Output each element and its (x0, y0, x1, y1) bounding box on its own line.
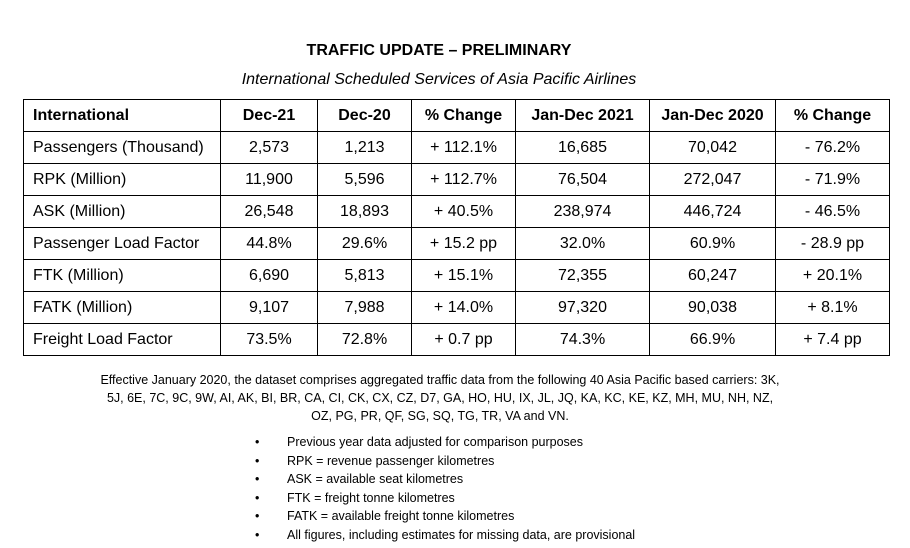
table-row (24, 196, 890, 228)
table-row (24, 228, 890, 260)
table-cell: 70,042 (650, 132, 776, 164)
table-cell: 44.8% (221, 228, 318, 260)
footnotes-list (0, 433, 635, 544)
bullet-icon: • (255, 527, 260, 542)
table-cell: 1,213 (318, 132, 412, 164)
list-item (0, 433, 635, 452)
table-cell: 60.9% (650, 228, 776, 260)
list-item (0, 489, 635, 508)
table-cell: 60,247 (650, 260, 776, 292)
bullet-icon: • (255, 490, 260, 505)
table-cell: - 76.2% (776, 132, 890, 164)
table-cell: 238,974 (516, 196, 650, 228)
column-header: Jan-Dec 2020 (650, 100, 776, 132)
row-label: Freight Load Factor (24, 324, 221, 356)
table-cell: 7,988 (318, 292, 412, 324)
table-cell: + 112.1% (412, 132, 516, 164)
table-cell: 26,548 (221, 196, 318, 228)
row-label: FATK (Million) (24, 292, 221, 324)
page-title: TRAFFIC UPDATE – PRELIMINARY (306, 42, 572, 59)
bullet-icon: • (255, 453, 260, 468)
table-cell: 2,573 (221, 132, 318, 164)
bullet-icon: • (255, 435, 260, 449)
row-label: Passenger Load Factor (24, 228, 221, 260)
table-header-row (24, 100, 890, 132)
table-cell: + 20.1% (776, 260, 890, 292)
table-cell: 74.3% (516, 324, 650, 356)
column-header: Dec-20 (318, 100, 412, 132)
row-label: ASK (Million) (24, 196, 221, 228)
table-cell: 5,813 (318, 260, 412, 292)
list-item-text: FTK = freight tonne kilometres (287, 490, 455, 505)
table-cell: 76,504 (516, 164, 650, 196)
row-label: Passengers (Thousand) (24, 132, 221, 164)
table-cell: 16,685 (516, 132, 650, 164)
list-item-text: Previous year data adjusted for comparison purposes (287, 435, 583, 449)
table-cell: - 71.9% (776, 164, 890, 196)
table-cell: 97,320 (516, 292, 650, 324)
list-item-text: RPK = revenue passenger kilometres (287, 453, 495, 468)
table-cell: + 40.5% (412, 196, 516, 228)
table-cell: 72,355 (516, 260, 650, 292)
table-cell: + 8.1% (776, 292, 890, 324)
table-cell: 11,900 (221, 164, 318, 196)
table-cell: 6,690 (221, 260, 318, 292)
page-subtitle: International Scheduled Services of Asia Pacific Airlines (241, 71, 637, 88)
table-cell: 272,047 (650, 164, 776, 196)
table-cell: 72.8% (318, 324, 412, 356)
list-item (0, 470, 635, 489)
list-item (0, 507, 635, 526)
row-label: RPK (Million) (24, 164, 221, 196)
table-cell: 32.0% (516, 228, 650, 260)
bullet-icon: • (255, 509, 260, 523)
table-cell: + 15.2 pp (412, 228, 516, 260)
list-item (0, 526, 635, 545)
table-row (24, 292, 890, 324)
table-cell: - 28.9 pp (776, 228, 890, 260)
list-item-text: All figures, including estimates for missing data, are provisional (287, 527, 636, 542)
table-cell: + 112.7% (412, 164, 516, 196)
column-header: % Change (412, 100, 516, 132)
column-header: Dec-21 (221, 100, 318, 132)
list-item-text: ASK = available seat kilometres (287, 472, 464, 486)
note-line: Effective January 2020, the dataset comprises aggregated traffic data from the following 40 Asia Pacific based carriers: 3K, (100, 373, 780, 387)
carriers-note (60, 371, 820, 425)
table-cell: 9,107 (221, 292, 318, 324)
bullet-icon: • (255, 472, 260, 486)
list-item-text: FATK = available freight tonne kilometres (287, 509, 515, 523)
table-row (24, 260, 890, 292)
table-cell: 90,038 (650, 292, 776, 324)
column-header: Jan-Dec 2021 (516, 100, 650, 132)
table-cell: - 46.5% (776, 196, 890, 228)
column-header: % Change (776, 100, 890, 132)
table-cell: + 14.0% (412, 292, 516, 324)
table-cell: 66.9% (650, 324, 776, 356)
table-cell: + 7.4 pp (776, 324, 890, 356)
note-line: 5J, 6E, 7C, 9C, 9W, AI, AK, BI, BR, CA, CI, CK, CX, CZ, D7, GA, HO, HU, IX, JL, JQ, KA, KC, KE, KZ, MH, MU, NH, NZ, (106, 391, 774, 405)
list-item (0, 452, 635, 471)
table-cell: 446,724 (650, 196, 776, 228)
table-cell: + 0.7 pp (412, 324, 516, 356)
table-cell: 5,596 (318, 164, 412, 196)
column-header: International (24, 100, 221, 132)
table-cell: 18,893 (318, 196, 412, 228)
table-row (24, 164, 890, 196)
table-row (24, 324, 890, 356)
table-cell: 73.5% (221, 324, 318, 356)
note-line: OZ, PG, PR, QF, SG, SQ, TG, TR, VA and VN. (311, 409, 569, 423)
traffic-table (23, 99, 890, 356)
table-cell: 29.6% (318, 228, 412, 260)
row-label: FTK (Million) (24, 260, 221, 292)
table-cell: + 15.1% (412, 260, 516, 292)
table-row (24, 132, 890, 164)
